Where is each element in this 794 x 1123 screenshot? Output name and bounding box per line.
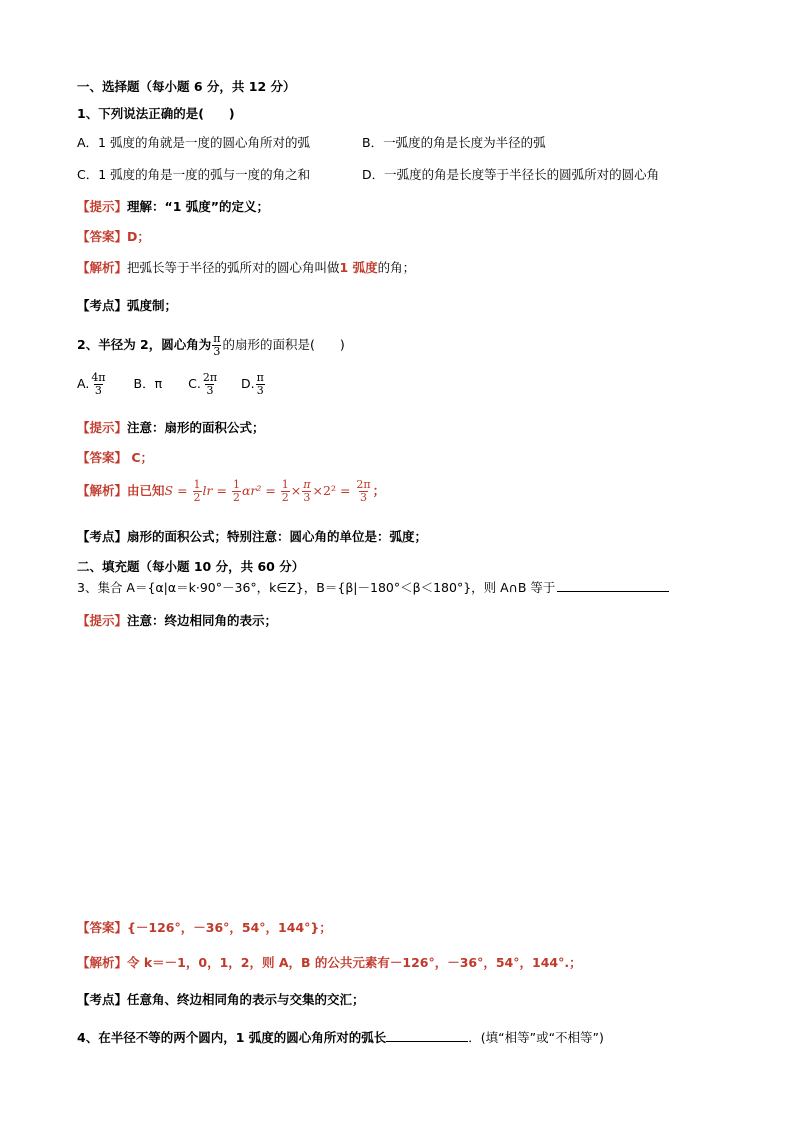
formula-lr: lr [202, 483, 213, 498]
question-3-hint [77, 613, 277, 629]
answer-blank[interactable] [386, 1029, 468, 1042]
stem-start: 2、半径为 2，圆心角为 [77, 337, 212, 352]
formula-eq: = [261, 483, 280, 498]
fraction-numerator: 1 [193, 478, 201, 491]
fraction-denominator: 3 [213, 345, 221, 358]
formula-eq: = [173, 483, 192, 498]
analysis-highlight: 1 弧度 [339, 260, 378, 275]
hint-label: 【提示】 [77, 420, 128, 435]
fraction-numerator: 1 [281, 478, 289, 491]
fraction-denominator: 2 [281, 491, 289, 504]
formula-half-3 [281, 479, 290, 504]
point-text: 弧度制； [127, 298, 178, 313]
fraction-numerator: 4π [91, 371, 106, 384]
question-3-point [77, 992, 365, 1008]
answer-label: 【答案】 [77, 229, 128, 244]
point-text: 任意角、终边相同角的表示与交集的交汇； [127, 992, 365, 1007]
answer-label: 【答案】 [77, 450, 128, 465]
hint-label: 【提示】 [77, 199, 128, 214]
question-2-option-d [241, 370, 266, 398]
question-1-answer [77, 229, 150, 245]
fraction-denominator: 2 [193, 491, 201, 504]
hint-text: 注意：扇形的面积公式； [127, 420, 265, 435]
stem-text: 4、在半径不等的两个圆内，1 弧度的圆心角所对的弧长 [77, 1030, 387, 1045]
question-4-stem [77, 1029, 604, 1046]
stem-end: ．(填“相等”或“不相等”) [468, 1030, 604, 1045]
point-label: 【考点】 [77, 992, 128, 1007]
formula-half-1 [193, 479, 202, 504]
analysis-text: 把弧长等于半径的弧所对的圆心角叫做 [127, 260, 340, 275]
point-text: 扇形的面积公式；特别注意：圆心角的单位是：弧度； [127, 529, 428, 544]
formula-end: ； [372, 483, 386, 498]
formula-eq: = [212, 483, 231, 498]
fraction-numerator: π [213, 332, 221, 345]
hint-text: 理解：“1 弧度”的定义； [127, 199, 269, 214]
section-title-choice: 一、选择题（每小题 6 分，共 12 分） [77, 79, 296, 94]
fraction-denominator: 3 [303, 491, 311, 504]
fraction-numerator: 2π [356, 478, 371, 491]
question-1-option-b: B．一弧度的角是长度为半径的弧 [362, 135, 546, 150]
question-3-analysis [77, 955, 582, 971]
answer-label: 【答案】 [77, 920, 128, 935]
question-1-option-c: C．1 弧度的角是一度的弧与一度的角之和 [77, 167, 311, 182]
point-label: 【考点】 [77, 298, 128, 313]
analysis-label: 【解析】 [77, 955, 128, 970]
formula-pi-over-3 [302, 479, 311, 504]
fraction-denominator: 3 [360, 491, 367, 504]
hint-label: 【提示】 [77, 613, 128, 628]
answer-text: C； [127, 450, 154, 465]
question-2-stem [77, 333, 345, 358]
fraction-denominator: 2 [232, 491, 240, 504]
option-label: D. [241, 376, 255, 391]
fraction-denominator: 3 [256, 384, 264, 397]
stem-fraction [212, 333, 221, 358]
question-2-option-a [77, 370, 108, 398]
option-fraction [202, 372, 218, 397]
fraction-denominator: 3 [206, 384, 214, 397]
fraction-numerator: 1 [232, 478, 240, 491]
analysis-label: 【解析】 [77, 483, 128, 498]
option-label: A. [77, 376, 90, 391]
option-fraction [90, 372, 106, 397]
question-1-point [77, 298, 177, 314]
formula-result [355, 479, 371, 504]
hint-text: 注意：终边相同角的表示； [127, 613, 278, 628]
analysis-text-end: 的角； [377, 260, 416, 275]
question-2-analysis [77, 476, 385, 506]
answer-text: D； [127, 229, 150, 244]
formula-half-2 [232, 479, 241, 504]
formula-square: 2² [323, 483, 336, 498]
answer-blank[interactable] [557, 579, 669, 592]
question-1-stem: 1、下列说法正确的是( ) [77, 106, 235, 121]
formula-ar2: αr² [241, 483, 262, 498]
question-2-option-b: B．π [133, 376, 163, 391]
question-1-analysis [77, 260, 415, 276]
question-1-hint [77, 199, 269, 215]
answer-text: {－126°，－36°，54°，144°}； [127, 920, 332, 935]
analysis-label: 【解析】 [77, 260, 128, 275]
stem-end: 的扇形的面积是( ) [222, 337, 345, 352]
fraction-numerator: 2π [202, 371, 218, 384]
question-1-option-d: D．一弧度的角是长度等于半径长的圆弧所对的圆心角 [362, 167, 660, 182]
formula-eq: = [335, 483, 355, 498]
stem-text: 3、集合 A＝{α|α＝k·90°－36°，k∈Z}，B＝{β|－180°＜β＜180°}，则 A∩B 等于 [77, 580, 556, 595]
formula-s: S [164, 483, 174, 498]
fraction-numerator: π [303, 478, 311, 491]
formula-times: × [312, 483, 323, 498]
analysis-text: 由已知 [127, 483, 165, 498]
question-2-point [77, 529, 427, 545]
option-label: C. [188, 376, 201, 391]
question-2-answer [77, 450, 153, 466]
point-label: 【考点】 [77, 529, 128, 544]
option-fraction [256, 372, 265, 397]
question-2-hint [77, 420, 265, 436]
question-3-answer [77, 920, 332, 936]
section-title-fill: 二、填充题（每小题 10 分，共 60 分） [77, 559, 305, 574]
question-3-stem [77, 579, 669, 596]
question-2-options [77, 370, 266, 398]
question-1-option-a: A．1 弧度的角就是一度的圆心角所对的弧 [77, 135, 310, 150]
fraction-numerator: π [256, 371, 264, 384]
question-2-option-c [188, 370, 219, 398]
analysis-text: 令 k＝－1，0，1，2，则 A，B 的公共元素有－126°，－36°，54°，144°.； [127, 955, 582, 970]
fraction-denominator: 3 [94, 384, 102, 397]
formula-times: × [290, 483, 302, 498]
